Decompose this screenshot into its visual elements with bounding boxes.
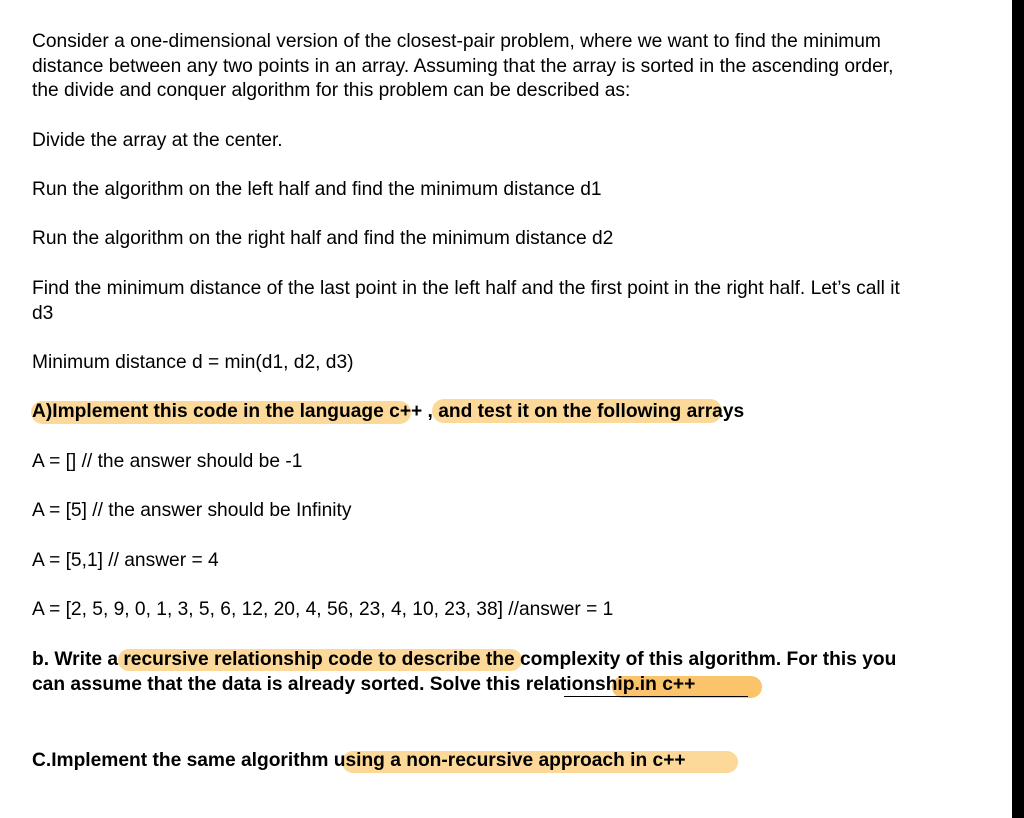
test-case-long: A = [2, 5, 9, 0, 1, 3, 5, 6, 12, 20, 4, 56, 23, 4, 10, 23, 38] //answer = 1 — [32, 599, 614, 620]
intro-line-1: Consider a one-dimensional version of the closest-pair problem, where we want to find the minimum — [32, 31, 881, 52]
link-underline — [564, 696, 748, 697]
part-c-heading: C.Implement the same algorithm using a non-recursive approach in c++ — [32, 750, 686, 771]
test-case-empty: A = [] // the answer should be -1 — [32, 451, 303, 472]
step-minimum: Minimum distance d = min(d1, d2, d3) — [32, 352, 354, 373]
part-a-heading: A)Implement this code in the language c++ , and test it on the following arrays — [32, 401, 745, 422]
test-case-pair: A = [5,1] // answer = 4 — [32, 550, 219, 571]
step-left-half: Run the algorithm on the left half and find the minimum distance d1 — [32, 179, 602, 200]
intro-line-2: distance between any two points in an array. Assuming that the array is sorted in the ascending order, — [32, 55, 894, 77]
intro-line-3: the divide and conquer algorithm for this problem can be described as: — [32, 80, 631, 101]
part-b-line-2 — [32, 673, 695, 698]
test-case-single: A = [5] // the answer should be Infinity — [32, 500, 352, 521]
step-right-half: Run the algorithm on the right half and find the minimum distance d2 — [32, 228, 614, 249]
step-divide: Divide the array at the center. — [32, 130, 283, 151]
relationship-link[interactable]: relationship.in c++ — [525, 674, 696, 695]
part-b-line-1: b. Write a recursive relationship code to describe the complexity of this algorithm. For this you — [32, 649, 897, 670]
step-cross-line-1: Find the minimum distance of the last point in the left half and the first point in the right half. Let’s call it — [32, 278, 900, 299]
part-b-line-2-text: can assume that the data is already sorted. Solve this — [32, 674, 526, 695]
step-cross-line-2: d3 — [32, 302, 54, 324]
